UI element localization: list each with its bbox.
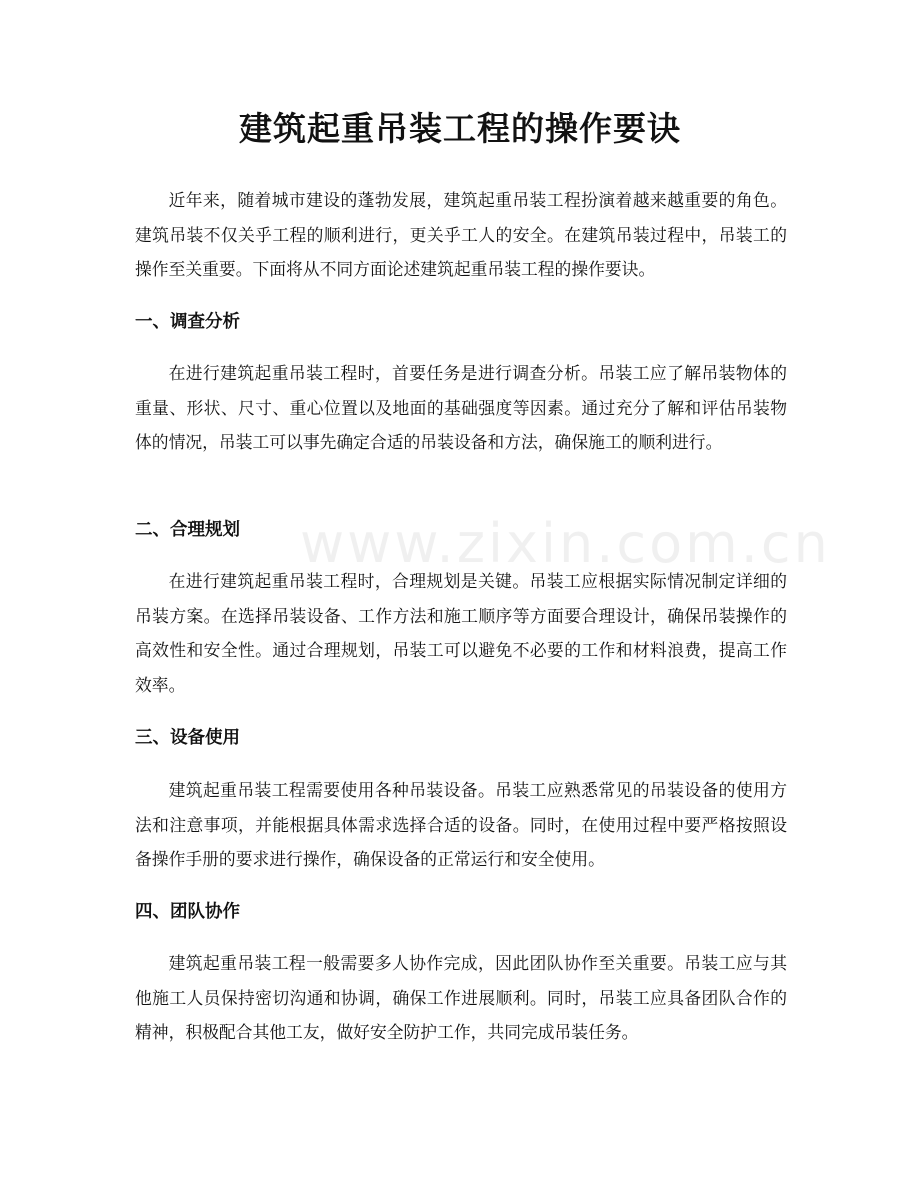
section-body-1: 在进行建筑起重吊装工程时，首要任务是进行调查分析。吊装工应了解吊装物体的重量、形状、尺寸、重心位置以及地面的基础强度等因素。通过充分了解和评估吊装物体的情况，吊装工可以事先确定合适的吊装设备和方法，确保施工的顺利进行。 bbox=[135, 363, 787, 452]
section-heading-2: 二、合理规划 bbox=[135, 520, 240, 540]
watermark-text: www.zixin.com.cn bbox=[300, 512, 831, 575]
intro-paragraph: 近年来，随着城市建设的蓬勃发展，建筑起重吊装工程扮演着越来越重要的角色。建筑吊装不仅关乎工程的顺利进行，更关乎工人的安全。在建筑吊装过程中，吊装工的操作至关重要。下面将从不同方面论述建筑起重吊装工程的操作要诀。 bbox=[135, 190, 787, 279]
section-heading-4: 四、团队协作 bbox=[135, 902, 240, 922]
document-title: 建筑起重吊装工程的操作要诀 bbox=[239, 109, 681, 148]
section-heading-1: 一、调查分析 bbox=[135, 312, 240, 332]
section-body-3: 建筑起重吊装工程需要使用各种吊装设备。吊装工应熟悉常见的吊装设备的使用方法和注意事项，并能根据具体需求选择合适的设备。同时，在使用过程中要严格按照设备操作手册的要求进行操作，确保设备的正常运行和安全使用。 bbox=[135, 780, 787, 869]
section-body-2: 在进行建筑起重吊装工程时，合理规划是关键。吊装工应根据实际情况制定详细的吊装方案。在选择吊装设备、工作方法和施工顺序等方面要合理设计，确保吊装操作的高效性和安全性。通过合理规划，吊装工可以避免不必要的工作和材料浪费，提高工作效率。 bbox=[135, 571, 787, 695]
section-body-4: 建筑起重吊装工程一般需要多人协作完成，因此团队协作至关重要。吊装工应与其他施工人员保持密切沟通和协调，确保工作进展顺利。同时，吊装工应具备团队合作的精神，积极配合其他工友，做好安全防护工作，共同完成吊装任务。 bbox=[135, 953, 787, 1042]
section-heading-3: 三、设备使用 bbox=[135, 728, 240, 748]
